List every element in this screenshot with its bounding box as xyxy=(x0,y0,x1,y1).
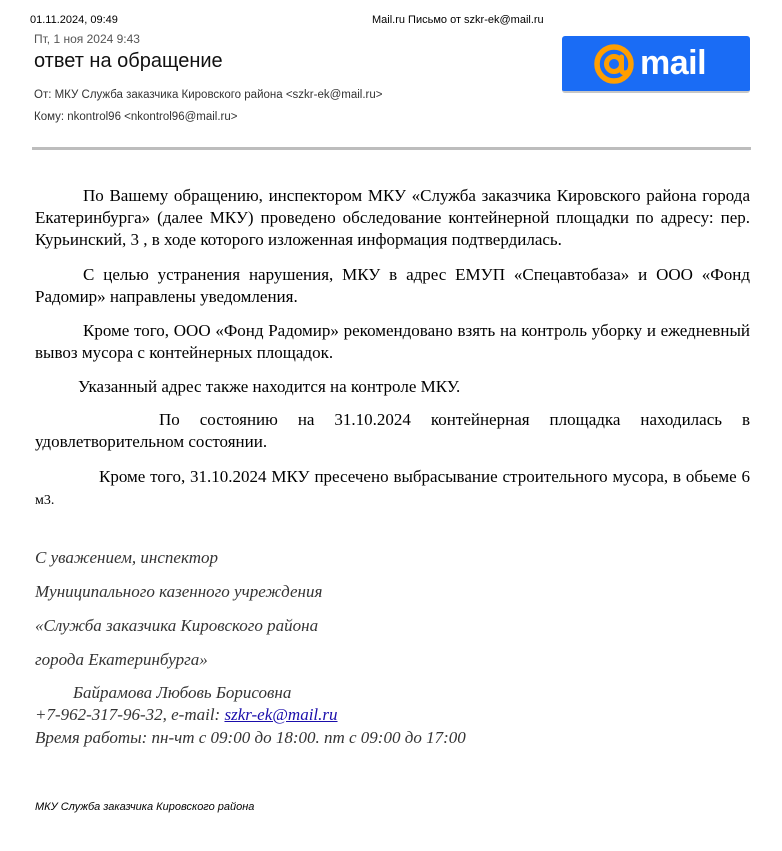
body-paragraph-6 xyxy=(35,466,750,512)
message-date: Пт, 1 ноя 2024 9:43 xyxy=(34,32,140,46)
signature-regards: С уважением, инспектор xyxy=(35,548,218,567)
body-paragraph-4: Указанный адрес также находится на контроле МКУ. xyxy=(78,377,461,396)
signature-hours: Время работы: пн-чт с 09:00 до 18:00. пт с 09:00 до 17:00 xyxy=(35,728,466,747)
message-from: От: МКУ Служба заказчика Кировского района <szkr-ek@mail.ru> xyxy=(34,89,383,101)
signature-contact xyxy=(35,705,338,725)
at-icon xyxy=(592,42,636,86)
body-paragraph-5: По состоянию на 31.10.2024 контейнерная площадка находилась в удовлетворительном состоянии. xyxy=(35,410,750,451)
print-title: Mail.ru Письмо от szkr-ek@mail.ru xyxy=(372,14,544,26)
signature-org-line-2: «Служба заказчика Кировского района xyxy=(35,616,319,635)
body-paragraph-2: С целью устранения нарушения, МКУ в адрес ЕМУП «Спецавтобаза» и ООО «Фонд Радомир» направлены уведомления. xyxy=(35,265,750,306)
body-paragraph-3: Кроме того, ООО «Фонд Радомир» рекомендовано взять на контроль уборку и ежедневный вывоз мусора с контейнерных площадок. xyxy=(35,321,750,362)
print-datetime: 01.11.2024, 09:49 xyxy=(30,14,118,26)
header-divider xyxy=(32,147,751,150)
message-subject: ответ на обращение xyxy=(34,50,223,72)
signature-org-line-1: Муниципального казенного учреждения xyxy=(35,582,323,601)
phone-number: +7-962-317-96-32, e-mail: xyxy=(35,705,225,724)
signature-name: Байрамова Любовь Борисовна xyxy=(73,683,292,702)
logo-text: mail xyxy=(640,44,707,82)
email-link[interactable]: szkr-ek@mail.ru xyxy=(224,705,338,724)
mail-logo xyxy=(562,36,750,93)
signature-org-line-3: города Екатеринбурга» xyxy=(35,650,208,669)
body-paragraph-1: По Вашему обращению, инспектором МКУ «Служба заказчика Кировского района города Екатеринбурга» (далее МКУ) проведено обследование контейнерной площадки по адресу: пер. Курьинский, 3 , в ходе которого изложенная информация подтвердилась. xyxy=(35,186,750,249)
message-to: Кому: nkontrol96 <nkontrol96@mail.ru> xyxy=(34,111,238,123)
volume-unit: м3. xyxy=(35,493,55,508)
paragraph-6-text: Кроме того, 31.10.2024 МКУ пресечено выбрасывание строительного мусора, в обьеме 6 xyxy=(99,467,750,486)
footer-text: МКУ Служба заказчика Кировского района xyxy=(35,801,255,813)
